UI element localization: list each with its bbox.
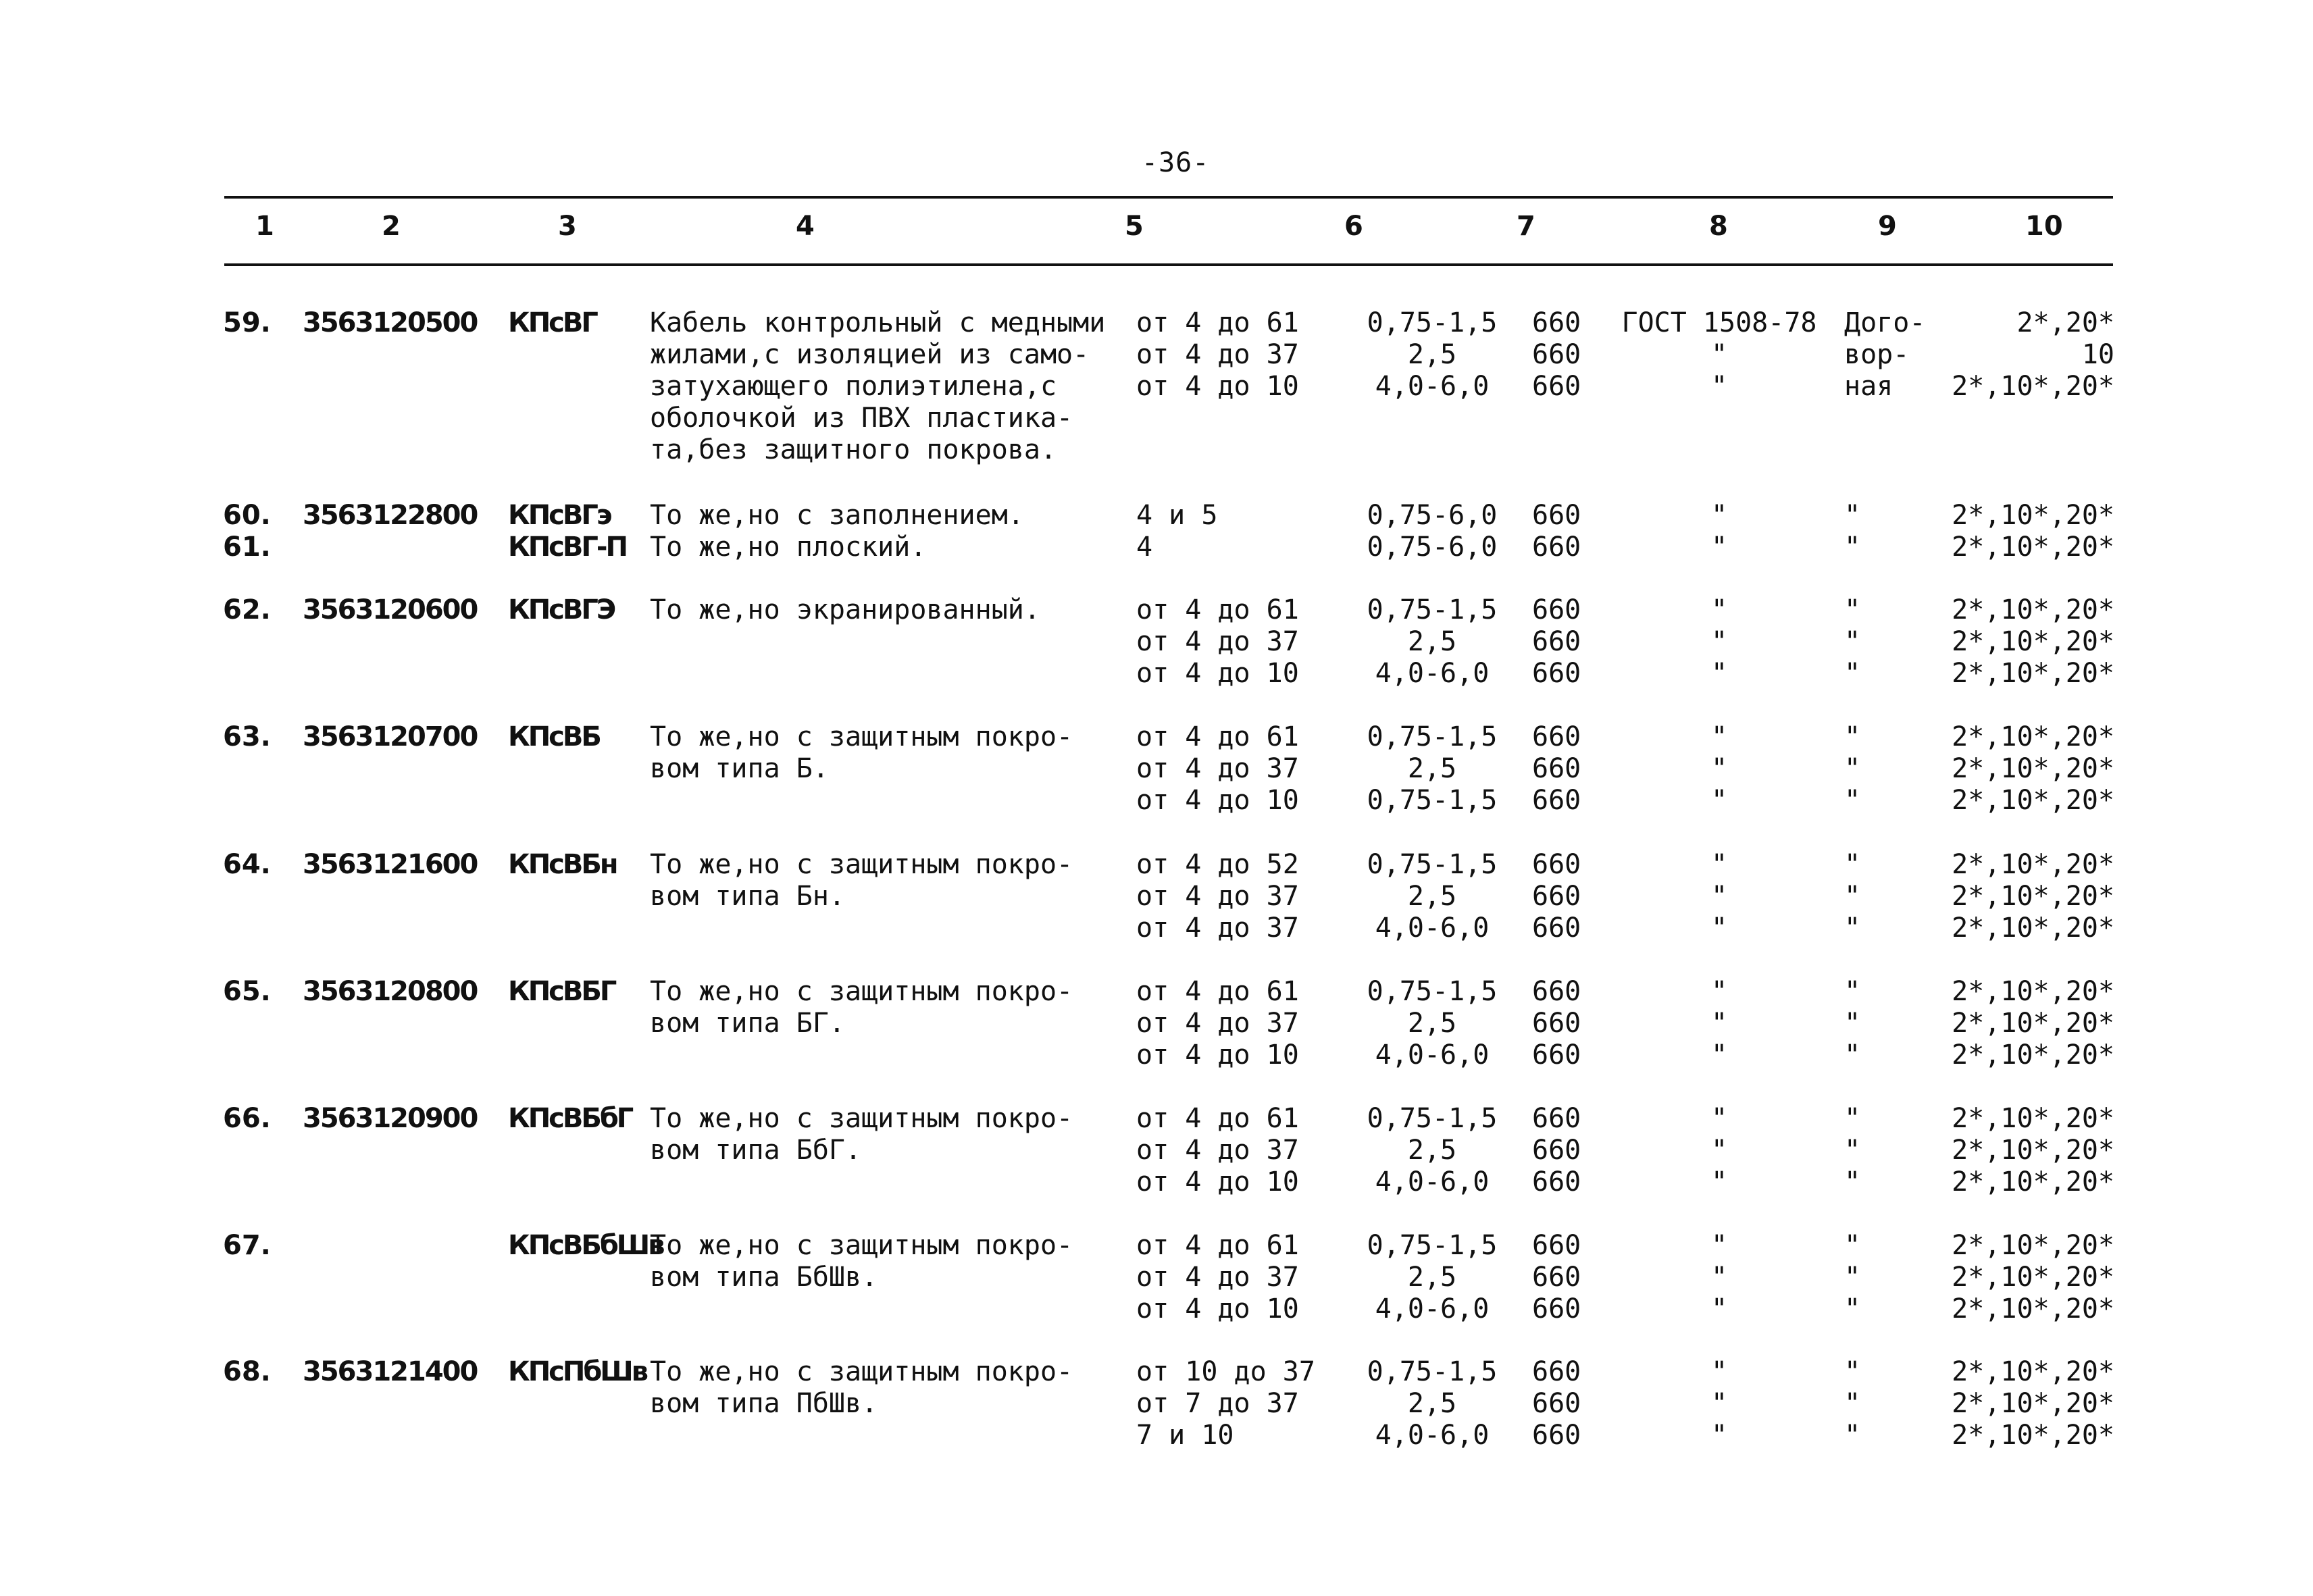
cell-desc: То же,но с заполнением. bbox=[650, 500, 1024, 531]
cell-section: 0,75-1,5 2,5 4,0-6,0 bbox=[1367, 594, 1498, 689]
cell-voltage: 660 660 660 bbox=[1532, 721, 1581, 816]
cell-price: " " " bbox=[1844, 1103, 1861, 1198]
cell-voltage: 660 660 660 bbox=[1532, 1356, 1581, 1451]
cell-notes: 2*,10*,20* 2*,10*,20* 2*,10*,20* bbox=[1952, 721, 2114, 816]
cell-desc: То же,но с защитным покро- вом типа БбГ. bbox=[650, 1103, 1073, 1166]
cell-code: 3563121600 bbox=[303, 849, 478, 880]
cell-price: " " " bbox=[1844, 849, 1861, 944]
cell-mark: КПсВГЭ bbox=[508, 594, 615, 625]
cell-price: " bbox=[1844, 500, 1861, 531]
cell-desc: То же,но с защитным покро- вом типа БГ. bbox=[650, 976, 1073, 1039]
cell-desc: То же,но с защитным покро- вом типа ПбШв. bbox=[650, 1356, 1073, 1419]
column-header-4: 4 bbox=[796, 211, 815, 242]
cell-mark: КПсВГ bbox=[508, 307, 596, 338]
cell-cores: от 4 до 61 от 4 до 37 от 4 до 10 bbox=[1136, 1230, 1299, 1324]
cell-notes: 2*,10*,20* 2*,10*,20* 2*,10*,20* bbox=[1952, 976, 2114, 1071]
cell-notes: 2*,10*,20* 2*,10*,20* 2*,10*,20* bbox=[1952, 1356, 2114, 1451]
cell-price: " " " bbox=[1844, 594, 1861, 689]
cell-num: 60. bbox=[223, 500, 271, 531]
cell-notes: 2*,10*,20* 2*,10*,20* 2*,10*,20* bbox=[1952, 594, 2114, 689]
cell-mark: КПсПбШв bbox=[508, 1356, 647, 1387]
cell-standard: " " " bbox=[1710, 1103, 1728, 1198]
cell-voltage: 660 660 660 bbox=[1532, 307, 1581, 402]
cell-cores: от 4 до 61 от 4 до 37 от 4 до 10 bbox=[1136, 976, 1299, 1071]
column-header-5: 5 bbox=[1125, 211, 1144, 242]
cell-mark: КПсВБбШв bbox=[508, 1230, 663, 1261]
cell-standard: " " " bbox=[1710, 1356, 1728, 1451]
cell-notes: 2*,10*,20* 2*,10*,20* 2*,10*,20* bbox=[1952, 849, 2114, 944]
cell-code: 3563120600 bbox=[303, 594, 478, 625]
cell-section: 0,75-1,5 2,5 4,0-6,0 bbox=[1367, 976, 1498, 1071]
cell-num: 62. bbox=[223, 594, 271, 625]
cell-standard: " " " bbox=[1710, 721, 1728, 816]
cell-num: 63. bbox=[223, 721, 271, 752]
cell-num: 61. bbox=[223, 532, 271, 563]
cell-price: Дого- вор- ная bbox=[1844, 307, 1926, 402]
cell-voltage: 660 660 660 bbox=[1532, 976, 1581, 1071]
cell-cores: от 4 до 61 от 4 до 37 от 4 до 10 bbox=[1136, 1103, 1299, 1198]
cell-price: " " " bbox=[1844, 1356, 1861, 1451]
cell-section: 0,75-1,5 2,5 4,0-6,0 bbox=[1367, 1230, 1498, 1324]
cell-desc: То же,но с защитным покро- вом типа Бн. bbox=[650, 849, 1073, 912]
cell-price: " " " bbox=[1844, 1230, 1861, 1324]
cell-section: 0,75-1,5 2,5 4,0-6,0 bbox=[1367, 849, 1498, 944]
cell-voltage: 660 660 660 bbox=[1532, 594, 1581, 689]
cell-standard: " " " bbox=[1710, 594, 1728, 689]
cell-code: 3563120800 bbox=[303, 976, 478, 1007]
cell-cores: от 4 до 52 от 4 до 37 от 4 до 37 bbox=[1136, 849, 1299, 944]
cell-desc: То же,но экранированный. bbox=[650, 594, 1040, 625]
cell-cores: 4 bbox=[1136, 532, 1153, 563]
cell-notes: 2*,10*,20* 2*,10*,20* 2*,10*,20* bbox=[1952, 1103, 2114, 1198]
cell-section: 0,75-1,5 2,5 4,0-6,0 bbox=[1367, 307, 1498, 402]
cell-mark: КПсВБГ bbox=[508, 976, 615, 1007]
cell-section: 0,75-1,5 2,5 4,0-6,0 bbox=[1367, 1103, 1498, 1198]
cell-cores: 4 и 5 bbox=[1136, 500, 1218, 531]
cell-code: 3563122800 bbox=[303, 500, 478, 531]
cell-voltage: 660 660 660 bbox=[1532, 1230, 1581, 1324]
column-header-6: 6 bbox=[1344, 211, 1363, 242]
cell-cores: от 10 до 37 от 7 до 37 7 и 10 bbox=[1136, 1356, 1315, 1451]
cell-desc: То же,но с защитным покро- вом типа БбШв. bbox=[650, 1230, 1073, 1293]
column-header-8: 8 bbox=[1709, 211, 1728, 242]
cell-cores: от 4 до 61 от 4 до 37 от 4 до 10 bbox=[1136, 307, 1299, 402]
cell-num: 64. bbox=[223, 849, 271, 880]
cell-voltage: 660 660 660 bbox=[1532, 849, 1581, 944]
page-number: -36- bbox=[1142, 147, 1210, 178]
cell-cores: от 4 до 61 от 4 до 37 от 4 до 10 bbox=[1136, 594, 1299, 689]
cell-standard: " " " bbox=[1710, 1230, 1728, 1324]
cell-standard: " bbox=[1710, 500, 1728, 531]
cell-desc: Кабель контрольный с медными жилами,с изоляцией из само- затухающего полиэтилена,с оболочкой из ПВХ пластика- та,без защитного покрова. bbox=[650, 307, 1106, 465]
cell-notes: 2*,10*,20* bbox=[1952, 532, 2114, 563]
cell-voltage: 660 bbox=[1532, 532, 1581, 563]
cell-standard: " " " bbox=[1710, 976, 1728, 1071]
cell-notes: 2*,10*,20* 2*,10*,20* 2*,10*,20* bbox=[1952, 1230, 2114, 1324]
cell-code: 3563120900 bbox=[303, 1103, 478, 1134]
cell-mark: КПсВГ-П bbox=[508, 532, 626, 563]
cell-section: 0,75-1,5 2,5 4,0-6,0 bbox=[1367, 1356, 1498, 1451]
cell-mark: КПсВБ bbox=[508, 721, 600, 752]
cell-notes: 2*,10*,20* bbox=[1952, 500, 2114, 531]
cell-section: 0,75-6,0 bbox=[1367, 500, 1498, 531]
column-header-2: 2 bbox=[382, 211, 401, 242]
column-header-1: 1 bbox=[255, 211, 274, 242]
header-rule-top bbox=[224, 196, 2113, 199]
cell-num: 66. bbox=[223, 1103, 271, 1134]
cell-mark: КПсВБн bbox=[508, 849, 617, 880]
cell-section: 0,75-1,5 2,5 0,75-1,5 bbox=[1367, 721, 1498, 816]
cell-num: 65. bbox=[223, 976, 271, 1007]
column-header-7: 7 bbox=[1517, 211, 1535, 242]
cell-code: 3563121400 bbox=[303, 1356, 478, 1387]
cell-standard: " bbox=[1710, 532, 1728, 563]
cell-notes: 2*,20* 10 2*,10*,20* bbox=[1952, 307, 2114, 402]
cell-price: " " " bbox=[1844, 976, 1861, 1071]
cell-standard: " " " bbox=[1710, 849, 1728, 944]
cell-code: 3563120700 bbox=[303, 721, 478, 752]
cell-desc: То же,но с защитным покро- вом типа Б. bbox=[650, 721, 1073, 784]
cell-price: " " " bbox=[1844, 721, 1861, 816]
cell-num: 59. bbox=[223, 307, 271, 338]
cell-voltage: 660 bbox=[1532, 500, 1581, 531]
cell-voltage: 660 660 660 bbox=[1532, 1103, 1581, 1198]
cell-standard: ГОСТ 1508-78 " " bbox=[1621, 307, 1817, 402]
cell-num: 68. bbox=[223, 1356, 271, 1387]
column-header-3: 3 bbox=[558, 211, 577, 242]
cell-desc: То же,но плоский. bbox=[650, 532, 927, 563]
cell-section: 0,75-6,0 bbox=[1367, 532, 1498, 563]
column-header-10: 10 bbox=[2025, 211, 2063, 242]
cell-mark: КПсВБбГ bbox=[508, 1103, 632, 1134]
cell-code: 3563120500 bbox=[303, 307, 478, 338]
column-header-9: 9 bbox=[1878, 211, 1897, 242]
cell-price: " bbox=[1844, 532, 1861, 563]
cell-cores: от 4 до 61 от 4 до 37 от 4 до 10 bbox=[1136, 721, 1299, 816]
cell-num: 67. bbox=[223, 1230, 271, 1261]
header-rule-bottom bbox=[224, 263, 2113, 266]
cell-mark: КПсВГэ bbox=[508, 500, 611, 531]
